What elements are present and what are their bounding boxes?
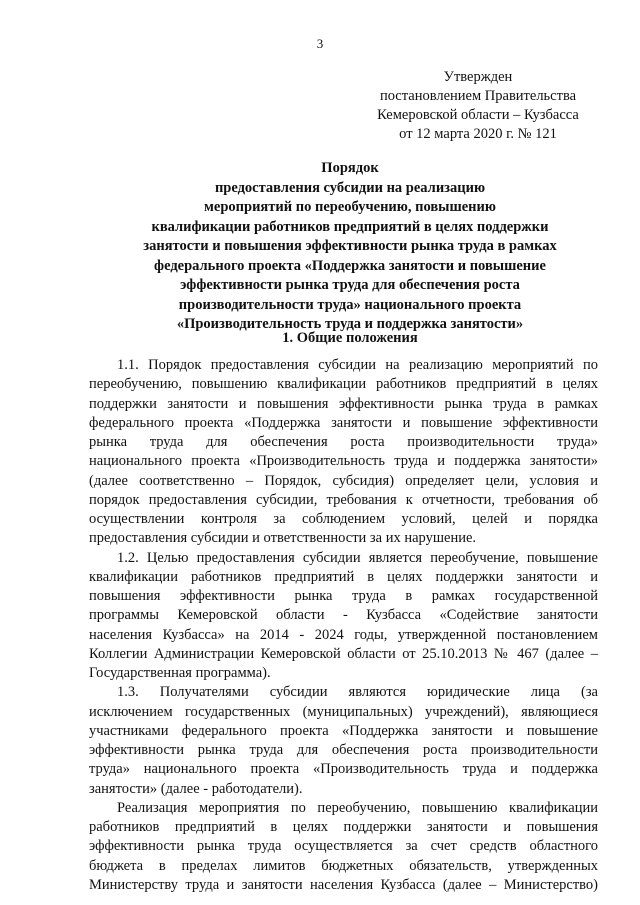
text-line: осуществлении контроля за соблюдением условий, целей и порядка [89, 511, 598, 527]
text-line: предоставления субсидии и ответственности за их нарушение. [89, 530, 477, 547]
text-line: 1.2. Целью предоставления субсидии является переобучение, повышение [117, 549, 598, 566]
approval-line: постановлением Правительства [379, 88, 577, 104]
title-line: квалификации работников предприятий в целях поддержки [151, 218, 549, 235]
approval-line: Утвержден [443, 69, 513, 85]
approval-stamp [358, 68, 598, 144]
text-line: повышения эффективности рынка труда в рамках государственной [89, 588, 598, 604]
title-line: Порядок [321, 160, 379, 176]
title-line: мероприятий по переобучению, повышению [204, 199, 496, 215]
text-line: Коллегии Администрации Кемеровской области от 25.10.2013 № 467 (далее – [89, 645, 598, 662]
document-title [100, 159, 600, 335]
text-line: (далее соответственно – Порядок, субсидия) определяет цели, условия и [89, 472, 598, 489]
approval-line: Кемеровской области – Кузбасса [377, 107, 579, 123]
text-line: труда» национального проекта «Производительность труда и поддержка [89, 761, 598, 778]
title-line: производительности труда» национального проекта [178, 296, 522, 313]
paragraph-1-3 [89, 683, 598, 799]
paragraph-1-1 [89, 356, 598, 549]
text-line: национального проекта «Производительность труда и поддержка занятости» [89, 453, 598, 470]
title-line: эффективности рынка труда для обеспечения роста [180, 277, 520, 293]
page-number: 3 [316, 36, 324, 51]
text-line: работников предприятий в целях поддержки занятости и повышения [89, 819, 598, 835]
text-line: занятости» (далее - работодатели). [89, 780, 303, 797]
text-line: исключением государственных (муниципальных) учреждений), являющиеся [89, 703, 598, 720]
text-line: 1.3. Получателями субсидии являются юридические лица (за [117, 684, 598, 701]
text-line: федерального проекта «Поддержка занятости и повышение эффективности [89, 414, 598, 431]
text-line: населения Кузбасса» на 2014 - 2024 годы, утвержденной постановлением [89, 626, 598, 643]
text-line: рынка труда для обеспечения роста производительности труда» [89, 434, 598, 450]
title-line: занятости и повышения эффективности рынка труда в рамках [143, 238, 557, 254]
text-line: эффективности рынка труда осуществляется за счет средств областного [89, 838, 598, 855]
title-line: федерального проекта «Поддержка занятости и повышение [154, 257, 546, 274]
text-line: порядок предоставления субсидии, требования к отчетности, требования об [89, 491, 598, 508]
text-line: 1.1. Порядок предоставления субсидии на реализацию мероприятий по [117, 357, 598, 373]
text-line: эффективности рынка труда для обеспечения роста производительности [89, 742, 598, 758]
text-line: участниками федерального проекта «Поддержка занятости и повышение [89, 722, 598, 739]
text-line: бюджета в пределах лимитов бюджетных обязательств, утвержденных [89, 857, 598, 874]
text-line: Государственная программа). [89, 665, 271, 681]
text-line: поддержки занятости и повышения эффективности рынка труда в рамках [89, 395, 598, 412]
text-line: программы Кемеровской области - Кузбасса «Содействие занятости [89, 607, 598, 624]
title-line: «Производительность труда и поддержка занятости» [176, 316, 524, 332]
text-line: переобучению, повышению квалификации работников предприятий в целях [89, 376, 598, 393]
text-line: Министерству труда и занятости населения Кузбасса (далее – Министерство) [89, 876, 598, 893]
title-line: предоставления субсидии на реализацию [214, 179, 486, 196]
text-line: Реализация мероприятия по переобучению, повышению квалификации [117, 799, 598, 816]
section-heading: 1. Общие положения [282, 330, 418, 346]
body-text [89, 356, 598, 895]
paragraph-implementation [89, 799, 598, 895]
text-line: квалификации работников предприятий в целях поддержки занятости и [89, 568, 598, 585]
paragraph-1-2 [89, 549, 598, 684]
approval-line: от 12 марта 2020 г. № 121 [399, 126, 557, 142]
